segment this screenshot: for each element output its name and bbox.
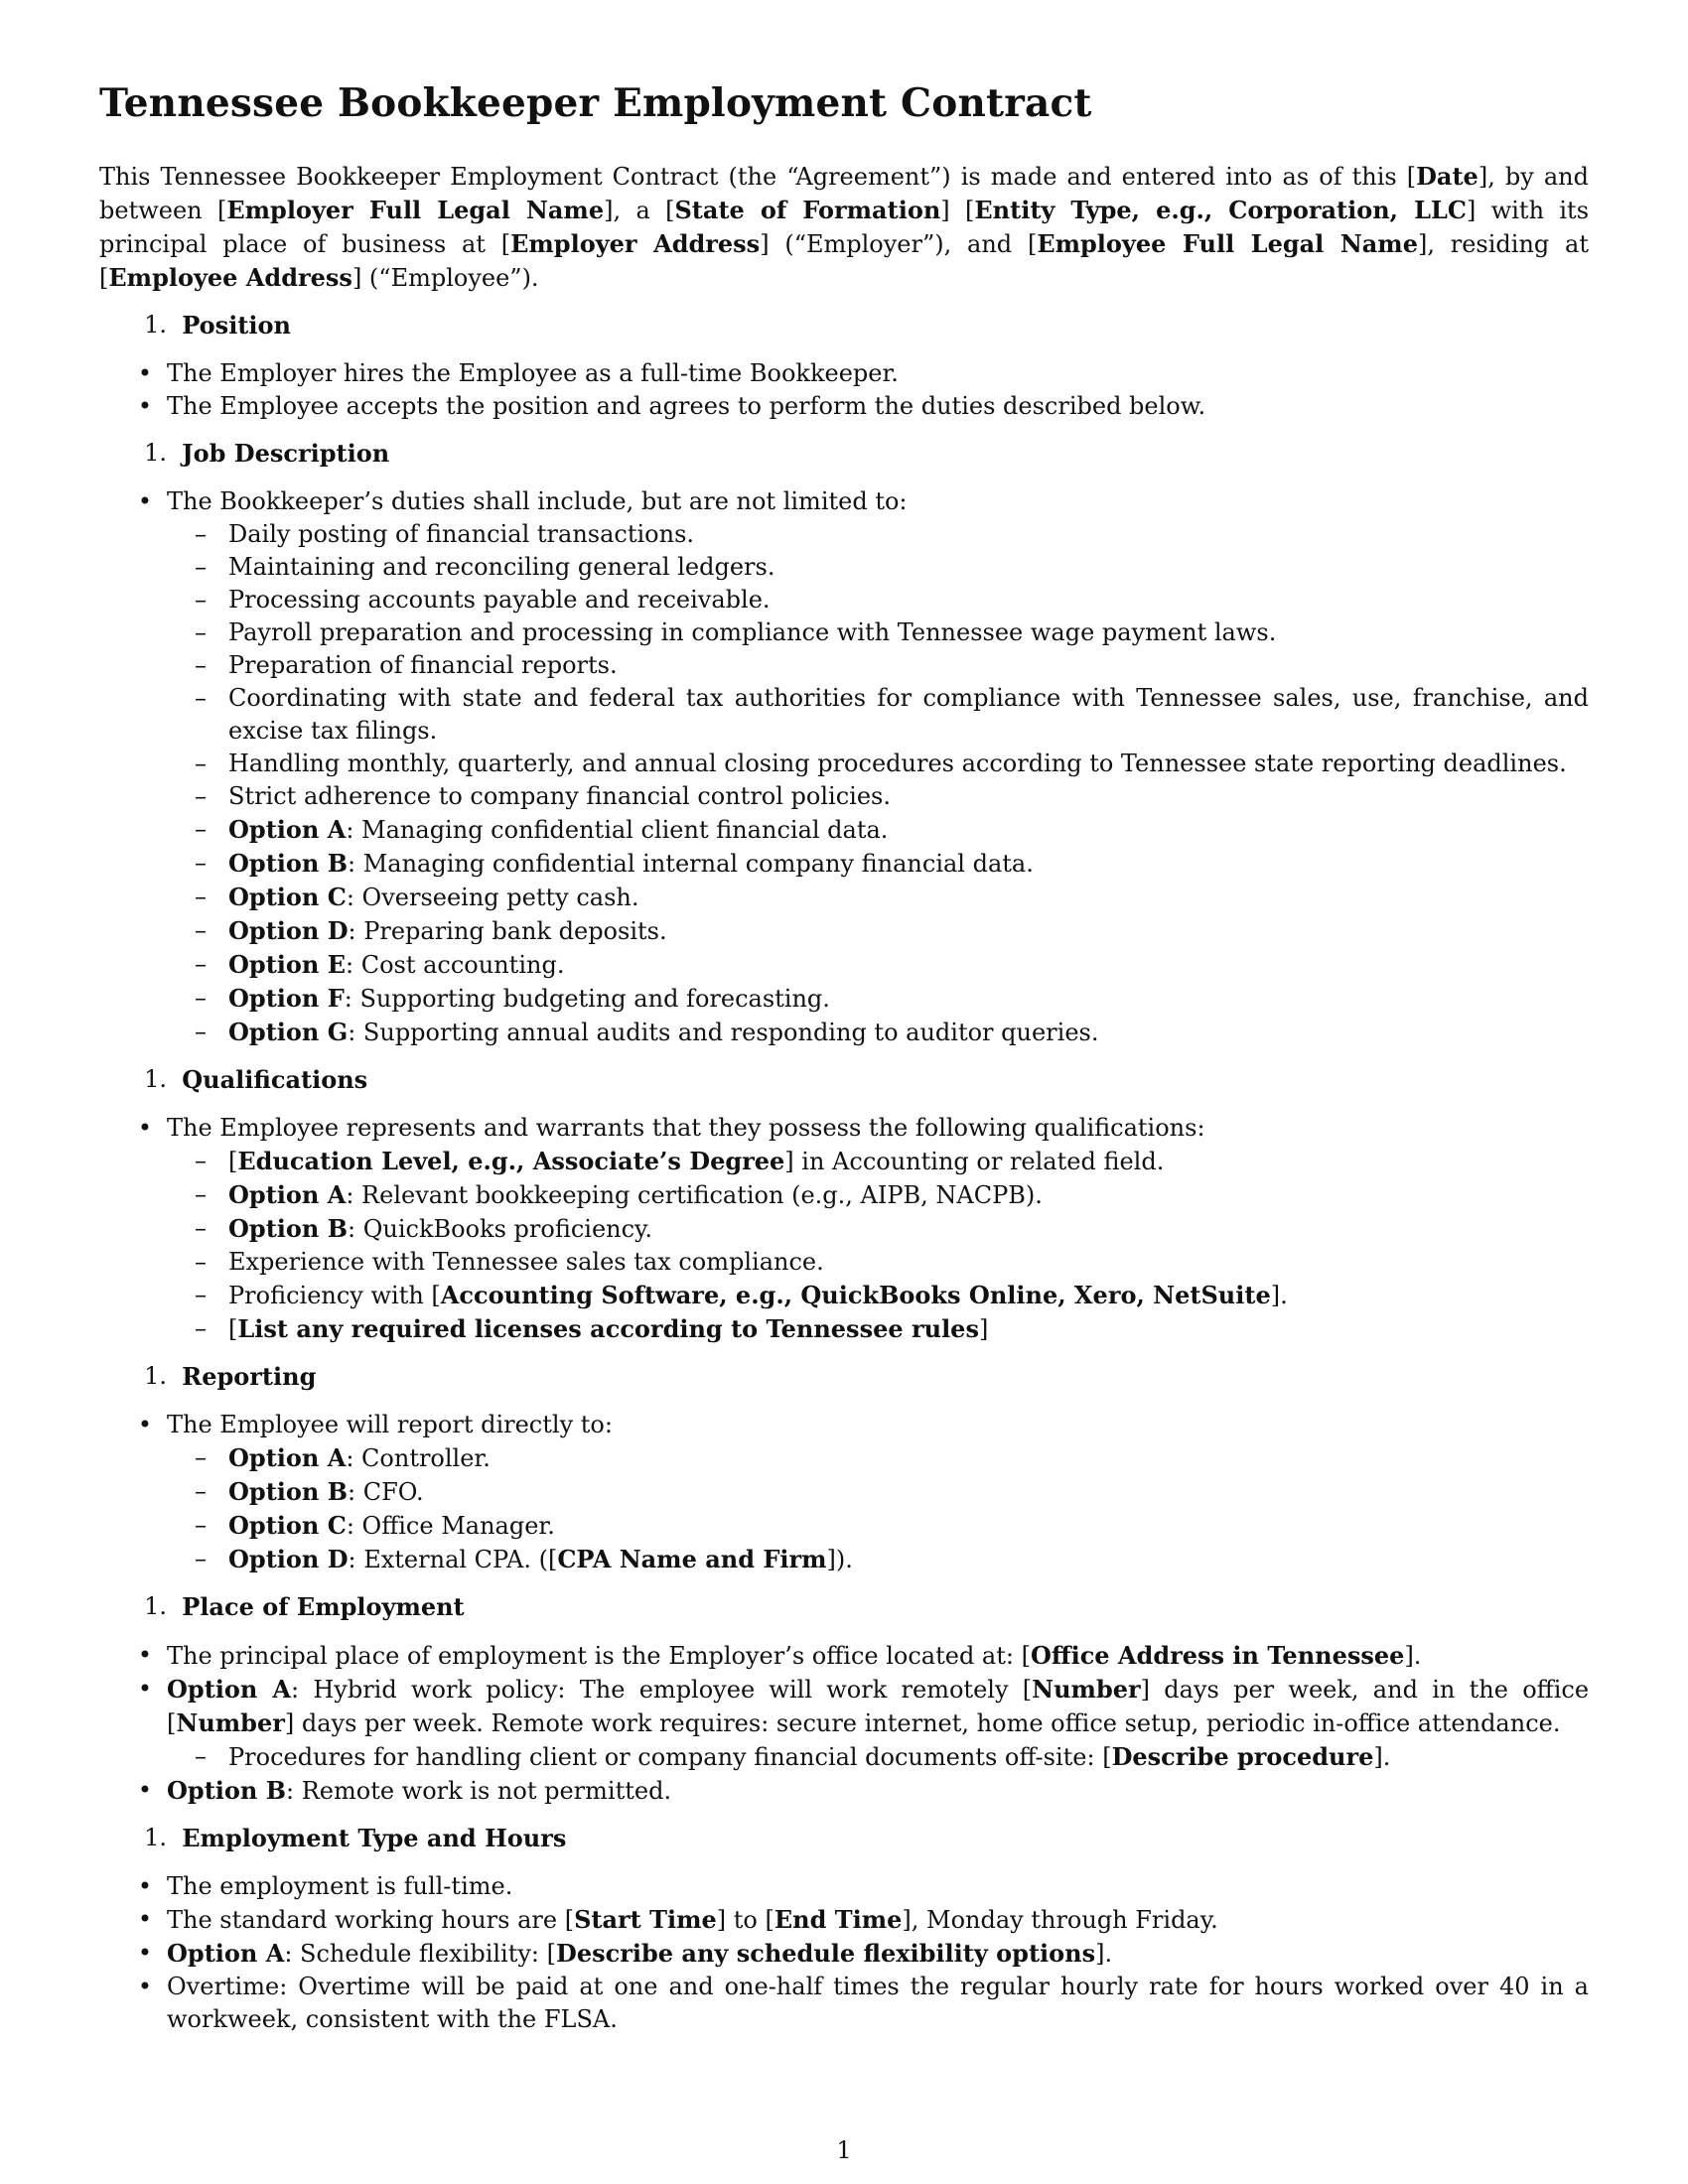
dash-icon: – — [195, 814, 207, 843]
item-text: : Office Manager. — [346, 1511, 555, 1540]
item-text: : Cost accounting. — [346, 950, 565, 979]
dash-icon: – — [195, 1213, 207, 1242]
bullet-icon: • — [137, 391, 153, 420]
item-text: The employment is full-time. — [167, 1871, 513, 1900]
placeholder-remote-days: Number — [1032, 1674, 1141, 1704]
reporting-sublist — [167, 1441, 1589, 1576]
list-item — [167, 1543, 1589, 1576]
item-text: : Relevant bookkeeping certification (e.g., AIPB, NACPB). — [346, 1180, 1043, 1209]
intro-text: ] (“Employer”), and [ — [760, 229, 1038, 258]
item-text: ] to [ — [716, 1905, 774, 1934]
item-text: ] — [978, 1314, 989, 1343]
placeholder-education-level: Education Level, e.g., Associate’s Degree — [237, 1146, 785, 1175]
list-item — [99, 1673, 1589, 1774]
bullet-icon: • — [137, 358, 153, 387]
section-heading-place-of-employment — [99, 1590, 1589, 1623]
item-text: : Overseeing petty cash. — [346, 883, 639, 911]
page-number: 1 — [836, 2136, 852, 2164]
item-text: : Preparing bank deposits. — [348, 916, 667, 945]
item-text: ]. — [1095, 1939, 1113, 1968]
reporting-list — [99, 1409, 1589, 1576]
bullet-icon: • — [137, 1640, 153, 1669]
item-text: : Controller. — [346, 1443, 491, 1472]
item-text: The Employer hires the Employee as a full-time Bookkeeper. — [167, 358, 899, 387]
option-label: Option A — [167, 1938, 285, 1968]
section-title: Position — [182, 310, 291, 340]
list-item — [167, 982, 1589, 1016]
dash-icon: – — [195, 749, 207, 777]
list-item — [99, 1774, 1589, 1808]
dash-icon: – — [195, 1313, 207, 1342]
bullet-icon: • — [137, 1410, 153, 1438]
intro-text: ] (“Employee”). — [352, 263, 539, 292]
item-text: : Schedule flexibility: [ — [284, 1939, 557, 1968]
hybrid-sublist — [167, 1740, 1589, 1774]
item-text: [ — [228, 1314, 238, 1343]
qualifications-list — [99, 1112, 1589, 1346]
item-text: The Bookkeeper’s duties shall include, but are not limited to: — [167, 486, 908, 515]
item-text: : Supporting annual audits and responding to auditor queries. — [348, 1018, 1099, 1046]
item-text: : Supporting budgeting and forecasting. — [344, 984, 830, 1013]
item-text: ], Monday through Friday. — [902, 1905, 1218, 1934]
item-text: : Managing confidential client financial data. — [346, 815, 889, 844]
list-item — [167, 813, 1589, 847]
section-number: 1. — [144, 438, 167, 467]
list-item — [167, 748, 1589, 780]
bullet-icon: • — [137, 486, 153, 515]
bullet-icon: • — [137, 1871, 153, 1900]
list-item — [99, 1112, 1589, 1346]
dash-icon: – — [195, 1510, 207, 1539]
item-text: The Employee accepts the position and agrees to perform the duties described below. — [167, 391, 1206, 420]
intro-text: ] with its principal place of business at [ — [99, 196, 1590, 258]
section-number: 1. — [144, 1823, 167, 1851]
option-label: Option D — [228, 1544, 349, 1573]
list-item — [167, 649, 1589, 682]
job-description-list — [99, 485, 1589, 1049]
item-text: Overtime: Overtime will be paid at one and one-half times the regular hourly rate for hours worked over 40 in a workweek, consistent with the FLSA. — [167, 1972, 1589, 2033]
dash-icon: – — [195, 1179, 207, 1208]
list-item — [99, 390, 1589, 423]
bullet-icon: • — [137, 1775, 153, 1804]
section-title: Place of Employment — [182, 1591, 465, 1621]
intro-text: ], residing at [ — [99, 229, 1590, 292]
section-title: Reporting — [182, 1361, 317, 1391]
list-item — [167, 518, 1589, 551]
option-label: Option B — [228, 1213, 348, 1243]
item-text: ]. — [1373, 1742, 1391, 1771]
item-text: : Managing confidential internal company financial data. — [348, 849, 1034, 878]
dash-icon: – — [195, 1476, 207, 1505]
section-title: Job Description — [182, 438, 390, 468]
placeholder-employee-address: Employee Address — [108, 262, 352, 292]
dash-icon: – — [195, 552, 207, 581]
option-label: Option G — [228, 1017, 349, 1046]
item-text: ] days per week. Remote work requires: secure internet, home office setup, periodic in-office attendance. — [284, 1708, 1561, 1737]
item-text: Strict adherence to company financial control policies. — [228, 781, 891, 810]
dash-icon: – — [195, 1280, 207, 1308]
position-list — [99, 357, 1589, 423]
placeholder-employer-name: Employer Full Legal Name — [226, 195, 605, 224]
section-number: 1. — [144, 1591, 167, 1620]
option-label: Option B — [167, 1775, 286, 1805]
item-text: Handling monthly, quarterly, and annual closing procedures according to Tennessee state reporting deadlines. — [228, 749, 1567, 777]
bullet-icon: • — [137, 1904, 153, 1933]
option-label: Option A — [228, 1179, 347, 1209]
place-of-employment-list — [99, 1639, 1589, 1808]
section-number: 1. — [144, 310, 167, 339]
item-text: The standard working hours are [ — [167, 1905, 575, 1934]
placeholder-employer-address: Employer Address — [510, 228, 761, 258]
item-text: ]). — [826, 1545, 853, 1573]
list-item — [167, 551, 1589, 584]
list-item — [99, 1971, 1589, 2036]
list-item — [99, 1937, 1589, 1971]
list-item — [167, 881, 1589, 914]
option-label: Option A — [228, 814, 347, 844]
list-item — [167, 616, 1589, 649]
intro-text: ], by and between [ — [99, 162, 1589, 224]
section-heading-job-description — [99, 437, 1589, 470]
section-title: Employment Type and Hours — [182, 1823, 567, 1852]
option-label: Option D — [228, 915, 349, 945]
placeholder-entity-type: Entity Type, e.g., Corporation, LLC — [974, 195, 1467, 224]
dash-icon: – — [195, 650, 207, 679]
list-item — [167, 1145, 1589, 1178]
list-item — [99, 1639, 1589, 1673]
dash-icon: – — [195, 683, 207, 712]
list-item — [167, 914, 1589, 948]
list-item — [99, 1409, 1589, 1576]
list-item — [99, 1870, 1589, 1903]
placeholder-procedure: Describe procedure — [1111, 1741, 1374, 1771]
intro-text: ] [ — [940, 196, 975, 224]
item-text: ] days per week, and in the office [ — [167, 1675, 1590, 1737]
item-text: Maintaining and reconciling general ledgers. — [228, 552, 775, 581]
item-text: Procedures for handling client or company financial documents off-site: [ — [228, 1742, 1112, 1771]
document-page — [99, 81, 1589, 2048]
item-text: The principal place of employment is the Employer’s office located at: [ — [167, 1641, 1031, 1670]
item-text: Preparation of financial reports. — [228, 650, 618, 679]
dash-icon: – — [195, 1017, 207, 1045]
placeholder-licenses: List any required licenses according to Tennessee rules — [237, 1313, 979, 1343]
list-item — [167, 1178, 1589, 1212]
bullet-icon: • — [137, 1113, 153, 1142]
option-label: Option F — [228, 983, 345, 1013]
dash-icon: – — [195, 1146, 207, 1174]
item-text: [ — [228, 1147, 238, 1175]
option-label: Option B — [228, 848, 348, 878]
intro-text: This Tennessee Bookkeeper Employment Contract (the “Agreement”) is made and entered into as of this [ — [99, 162, 1417, 191]
item-text: Proficiency with [ — [228, 1281, 441, 1309]
dash-icon: – — [195, 848, 207, 877]
section-number: 1. — [144, 1064, 167, 1093]
bullet-icon: • — [137, 1938, 153, 1967]
list-item — [167, 948, 1589, 982]
option-label: Option A — [228, 1442, 347, 1472]
item-text: Daily posting of financial transactions. — [228, 519, 695, 548]
item-text: ]. — [1404, 1641, 1422, 1670]
section-heading-employment-type-hours — [99, 1822, 1589, 1854]
qualifications-sublist — [167, 1145, 1589, 1346]
list-item — [167, 780, 1589, 813]
item-text: ]. — [1270, 1281, 1288, 1309]
document-title: Tennessee Bookkeeper Employment Contract — [99, 80, 1092, 126]
placeholder-end-time: End Time — [774, 1904, 903, 1934]
employment-hours-list — [99, 1870, 1589, 2036]
option-label: Option B — [228, 1476, 348, 1506]
bullet-icon: • — [137, 1972, 153, 2000]
list-item — [167, 1016, 1589, 1049]
dash-icon: – — [195, 617, 207, 646]
option-label: Option C — [228, 1510, 347, 1540]
item-text: The Employee represents and warrants that they possess the following qualifications: — [167, 1113, 1205, 1142]
option-label: Option A — [167, 1674, 291, 1704]
intro-paragraph — [99, 160, 1589, 295]
dash-icon: – — [195, 949, 207, 978]
dash-icon: – — [195, 915, 207, 944]
section-heading-qualifications — [99, 1063, 1589, 1096]
list-item — [167, 1246, 1589, 1279]
dash-icon: – — [195, 585, 207, 614]
section-title: Qualifications — [182, 1064, 368, 1094]
item-text: : QuickBooks proficiency. — [348, 1214, 653, 1243]
item-text: The Employee will report directly to: — [167, 1410, 613, 1438]
list-item — [167, 584, 1589, 616]
option-label: Option E — [228, 949, 346, 979]
list-item — [167, 1312, 1589, 1346]
dash-icon: – — [195, 781, 207, 810]
placeholder-state: State of Formation — [674, 195, 941, 224]
section-heading-reporting — [99, 1360, 1589, 1393]
list-item — [167, 1740, 1589, 1774]
list-item — [167, 1279, 1589, 1312]
list-item — [99, 357, 1589, 390]
list-item — [167, 1212, 1589, 1246]
item-text: : External CPA. ([ — [348, 1545, 558, 1573]
list-item — [99, 485, 1589, 1049]
dash-icon: – — [195, 1741, 207, 1770]
placeholder-start-time: Start Time — [574, 1904, 717, 1934]
list-item — [167, 847, 1589, 881]
placeholder-date: Date — [1416, 161, 1478, 191]
placeholder-employee-name: Employee Full Legal Name — [1037, 228, 1418, 258]
dash-icon: – — [195, 1544, 207, 1572]
item-text: Experience with Tennessee sales tax compliance. — [228, 1247, 824, 1276]
dash-icon: – — [195, 983, 207, 1012]
placeholder-office-days: Number — [176, 1707, 285, 1737]
section-heading-position — [99, 309, 1589, 341]
option-label: Option C — [228, 882, 347, 911]
dash-icon: – — [195, 1442, 207, 1471]
list-item — [167, 1441, 1589, 1475]
duties-list — [167, 518, 1589, 1049]
intro-text: ], a [ — [604, 196, 675, 224]
placeholder-schedule-flexibility: Describe any schedule flexibility options — [556, 1938, 1096, 1968]
placeholder-office-address: Office Address in Tennessee — [1030, 1640, 1405, 1670]
item-text: Coordinating with state and federal tax authorities for compliance with Tennessee sales, use, franchise, and excise tax filings. — [228, 683, 1589, 745]
list-item — [167, 682, 1589, 748]
item-text: : Remote work is not permitted. — [286, 1776, 672, 1805]
bullet-icon: • — [137, 1674, 153, 1703]
placeholder-cpa-name: CPA Name and Firm — [557, 1544, 827, 1573]
list-item — [167, 1509, 1589, 1543]
item-text: ] in Accounting or related field. — [784, 1147, 1165, 1175]
item-text: Payroll preparation and processing in compliance with Tennessee wage payment laws. — [228, 617, 1277, 646]
item-text: : CFO. — [348, 1477, 424, 1506]
dash-icon: – — [195, 519, 207, 548]
section-number: 1. — [144, 1361, 167, 1390]
dash-icon: – — [195, 882, 207, 910]
placeholder-accounting-software: Accounting Software, e.g., QuickBooks Online, Xero, NetSuite — [440, 1280, 1271, 1309]
list-item — [99, 1903, 1589, 1937]
item-text: : Hybrid work policy: The employee will work remotely [ — [290, 1675, 1033, 1704]
item-text: Processing accounts payable and receivable. — [228, 585, 771, 614]
dash-icon: – — [195, 1247, 207, 1276]
list-item — [167, 1475, 1589, 1509]
